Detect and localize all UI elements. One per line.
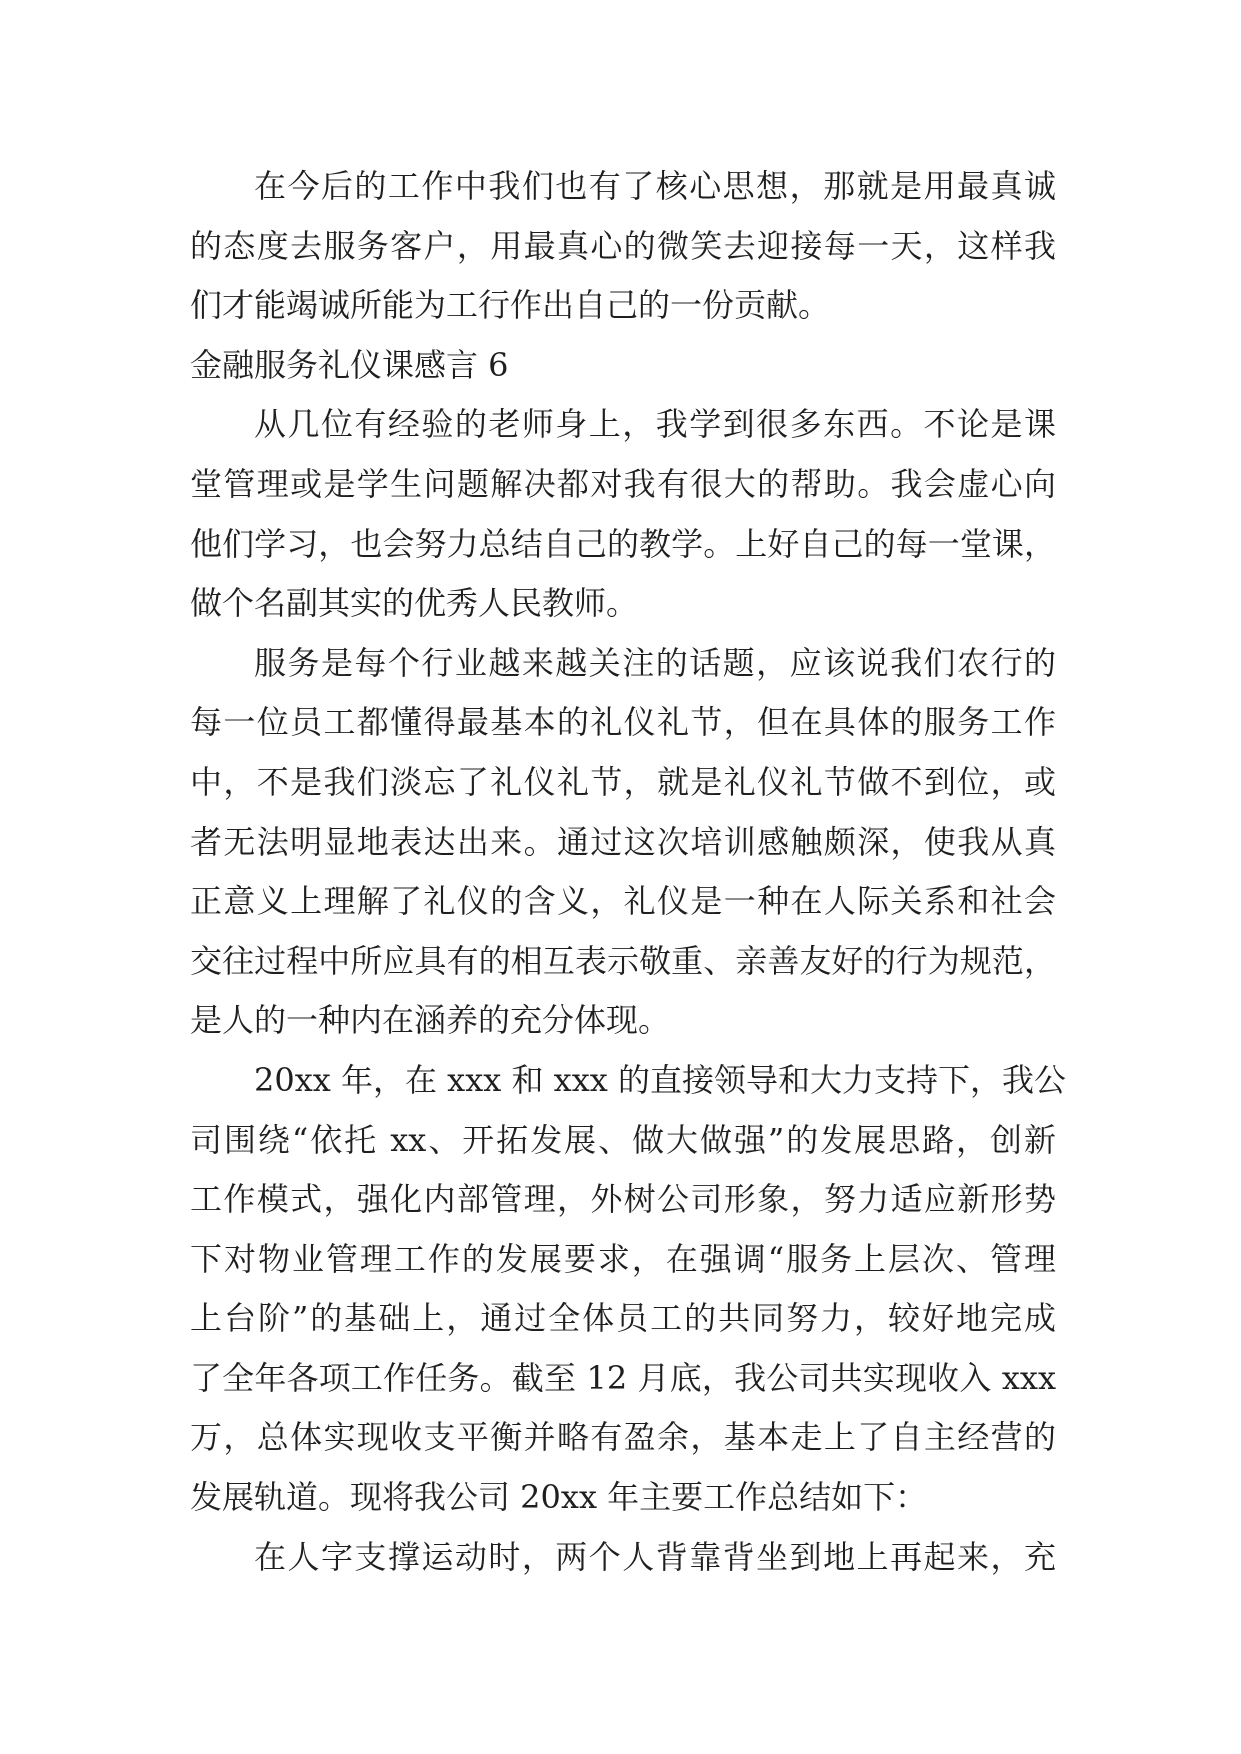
paragraph-line: 正意义上理解了礼仪的含义，礼仪是一种在人际关系和社会 [190, 882, 1056, 921]
paragraph-line: 从几位有经验的老师身上，我学到很多东西。不论是课 [254, 405, 1056, 444]
paragraph-line: 的态度去服务客户，用最真心的微笑去迎接每一天，这样我 [190, 226, 1056, 265]
paragraph-1 [190, 157, 1056, 336]
paragraph-line: 司围绕“依托 xx、开拓发展、做大做强”的发展思路，创新 [190, 1120, 1056, 1159]
paragraph-line: 中，不是我们淡忘了礼仪礼节，就是礼仪礼节做不到位，或 [190, 762, 1056, 801]
paragraph-line: 们才能竭诚所能为工行作出自己的一份贡献。 [190, 286, 831, 325]
paragraph-line: 了全年各项工作任务。截至 12 月底，我公司共实现收入 xxx [190, 1358, 1056, 1397]
paragraph-4 [190, 1051, 1066, 1528]
paragraph-3 [190, 634, 1056, 1051]
paragraph-line: 服务是每个行业越来越关注的话题，应该说我们农行的 [254, 643, 1056, 682]
paragraph-line: 堂管理或是学生问题解决都对我有很大的帮助。我会虚心向 [190, 464, 1056, 503]
paragraph-line: 在今后的工作中我们也有了核心思想，那就是用最真诚 [254, 167, 1056, 205]
paragraph-line: 是人的一种内在涵养的充分体现。 [190, 1001, 671, 1040]
document-body [190, 157, 1066, 1587]
paragraph-line: 下对物业管理工作的发展要求，在强调“服务上层次、管理 [190, 1239, 1056, 1278]
paragraph-line: 发展轨道。现将我公司 20xx 年主要工作总结如下： [190, 1478, 928, 1517]
paragraph-line: 交往过程中所应具有的相互表示敬重、亲善友好的行为规范， [190, 941, 1056, 980]
paragraph-line: 20xx 年，在 xxx 和 xxx 的直接领导和大力支持下，我公 [254, 1060, 1066, 1099]
paragraph-line: 万，总体实现收支平衡并略有盈余，基本走上了自主经营的 [190, 1418, 1056, 1457]
paragraph-line: 在人字支撑运动时，两个人背靠背坐到地上再起来，充 [254, 1537, 1056, 1576]
paragraph-line: 工作模式，强化内部管理，外树公司形象，努力适应新形势 [190, 1180, 1056, 1219]
section-heading: 金融服务礼仪课感言 6 [190, 345, 509, 384]
paragraph-line: 者无法明显地表达出来。通过这次培训感触颇深，使我从真 [190, 822, 1056, 861]
paragraph-2 [190, 395, 1056, 633]
paragraph-line: 他们学习，也会努力总结自己的教学。上好自己的每一堂课， [190, 524, 1056, 563]
paragraph-line: 做个名副其实的优秀人民教师。 [190, 584, 639, 623]
paragraph-line: 每一位员工都懂得最基本的礼仪礼节，但在具体的服务工作 [190, 703, 1056, 742]
paragraph-5 [190, 1528, 1056, 1588]
paragraph-line: 上台阶”的基础上，通过全体员工的共同努力，较好地完成 [190, 1299, 1056, 1338]
